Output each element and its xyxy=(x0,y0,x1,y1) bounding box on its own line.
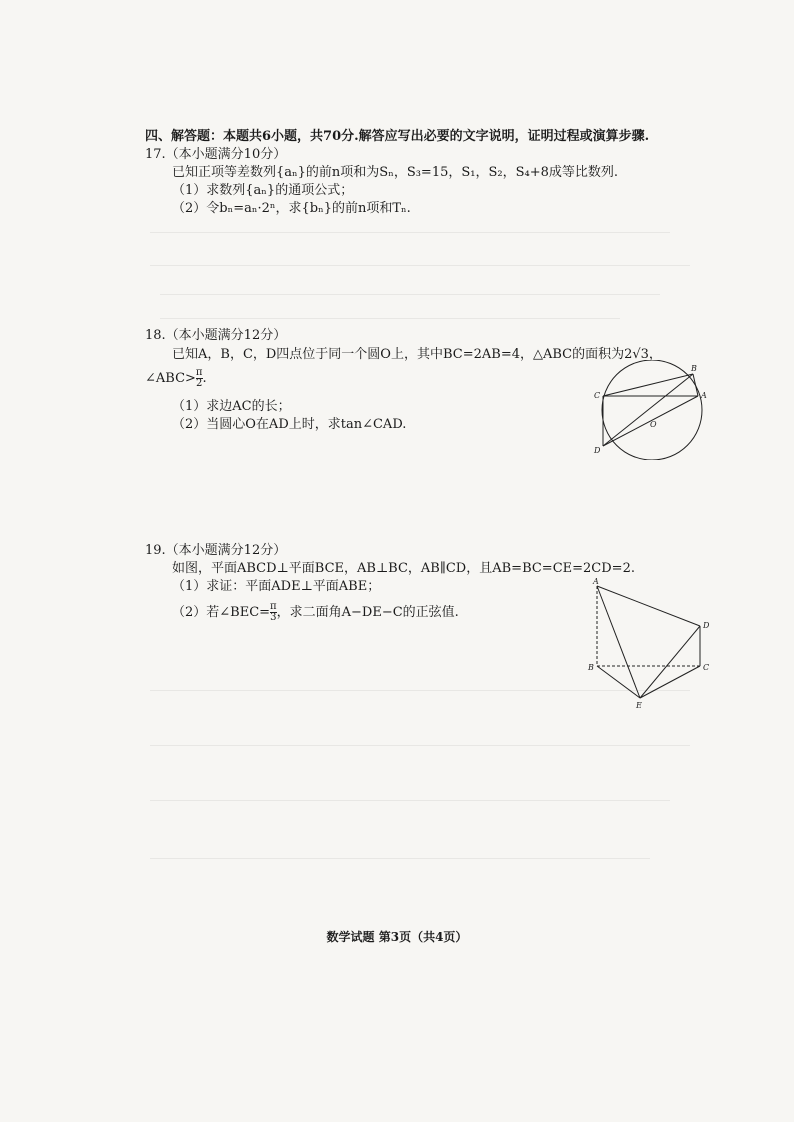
edge-de xyxy=(640,626,700,698)
q17-part1: （1）求数列{aₙ}的通项公式； xyxy=(172,183,354,198)
bleed-through-line xyxy=(160,294,660,295)
q18-part2: （2）当圆心O在AD上时，求tan∠CAD. xyxy=(172,417,407,432)
q17-stem: 已知正项等差数列{aₙ}的前n项和为Sₙ，S₃=15，S₁，S₂，S₄+8成等比数列. xyxy=(172,165,619,180)
page-footer: 数学试题 第3页（共4页） xyxy=(326,930,468,944)
label-e: E xyxy=(636,701,642,710)
q19-title: 19.（本小题满分12分） xyxy=(145,543,287,558)
q19-part2-tail: ，求二面角A−DE−C的正弦值. xyxy=(276,605,459,620)
q19-part2 xyxy=(172,602,459,623)
q18-part1: （1）求边AC的长； xyxy=(172,399,291,414)
label-b: B xyxy=(691,364,697,373)
q19-part1: （1）求证：平面ADE⊥平面ABE； xyxy=(172,579,381,594)
edge-ad xyxy=(597,586,700,626)
q18-stem: 已知A，B，C，D四点位于同一个圆O上，其中BC=2AB=4，△ABC的面积为2√3， xyxy=(172,347,662,362)
bleed-through-line xyxy=(150,745,690,746)
label-d: D xyxy=(703,621,710,630)
q18-angle-condition: ∠ABC> xyxy=(145,371,196,386)
q19-frac-denominator: 3 xyxy=(270,612,277,623)
q19-frac-numerator: π xyxy=(270,601,277,612)
q19-stem: 如图，平面ABCD⊥平面BCE，AB⊥BC，AB∥CD，且AB=BC=CE=2CD=2. xyxy=(172,561,635,576)
label-a: A xyxy=(593,578,599,586)
q19-solid-figure xyxy=(585,578,720,710)
label-b: B xyxy=(588,663,594,672)
bleed-through-line xyxy=(150,858,650,859)
q19-part2-lead: （2）若∠BEC= xyxy=(172,605,271,620)
section-header: 四、解答题：本题共6小题，共70分.解答应写出必要的文字说明，证明过程或演算步骤. xyxy=(145,129,650,144)
q18-title: 18.（本小题满分12分） xyxy=(145,328,287,343)
q18-frac-numerator: π xyxy=(195,367,203,378)
q19-fraction xyxy=(270,602,277,623)
q17-title: 17.（本小题满分10分） xyxy=(145,147,287,162)
label-d: D xyxy=(594,446,601,455)
label-c: C xyxy=(703,663,710,672)
label-c: C xyxy=(594,391,601,400)
label-a: A xyxy=(701,391,707,400)
q18-stem-condition xyxy=(145,368,207,389)
bleed-through-line xyxy=(160,318,620,319)
q17-part2: （2）令bₙ=aₙ·2ⁿ，求{bₙ}的前n项和Tₙ. xyxy=(172,201,411,216)
bleed-through-line xyxy=(150,800,670,801)
label-o: O xyxy=(650,420,657,429)
segment-ba xyxy=(693,374,698,396)
q18-circle-figure xyxy=(590,360,720,460)
bleed-through-line xyxy=(150,265,690,266)
q18-condition-end: . xyxy=(202,371,207,386)
q18-fraction xyxy=(196,368,203,389)
edge-ce xyxy=(640,666,700,698)
bleed-through-line xyxy=(150,232,670,233)
q18-frac-denominator: 2 xyxy=(196,378,203,389)
edge-ae xyxy=(597,586,640,698)
